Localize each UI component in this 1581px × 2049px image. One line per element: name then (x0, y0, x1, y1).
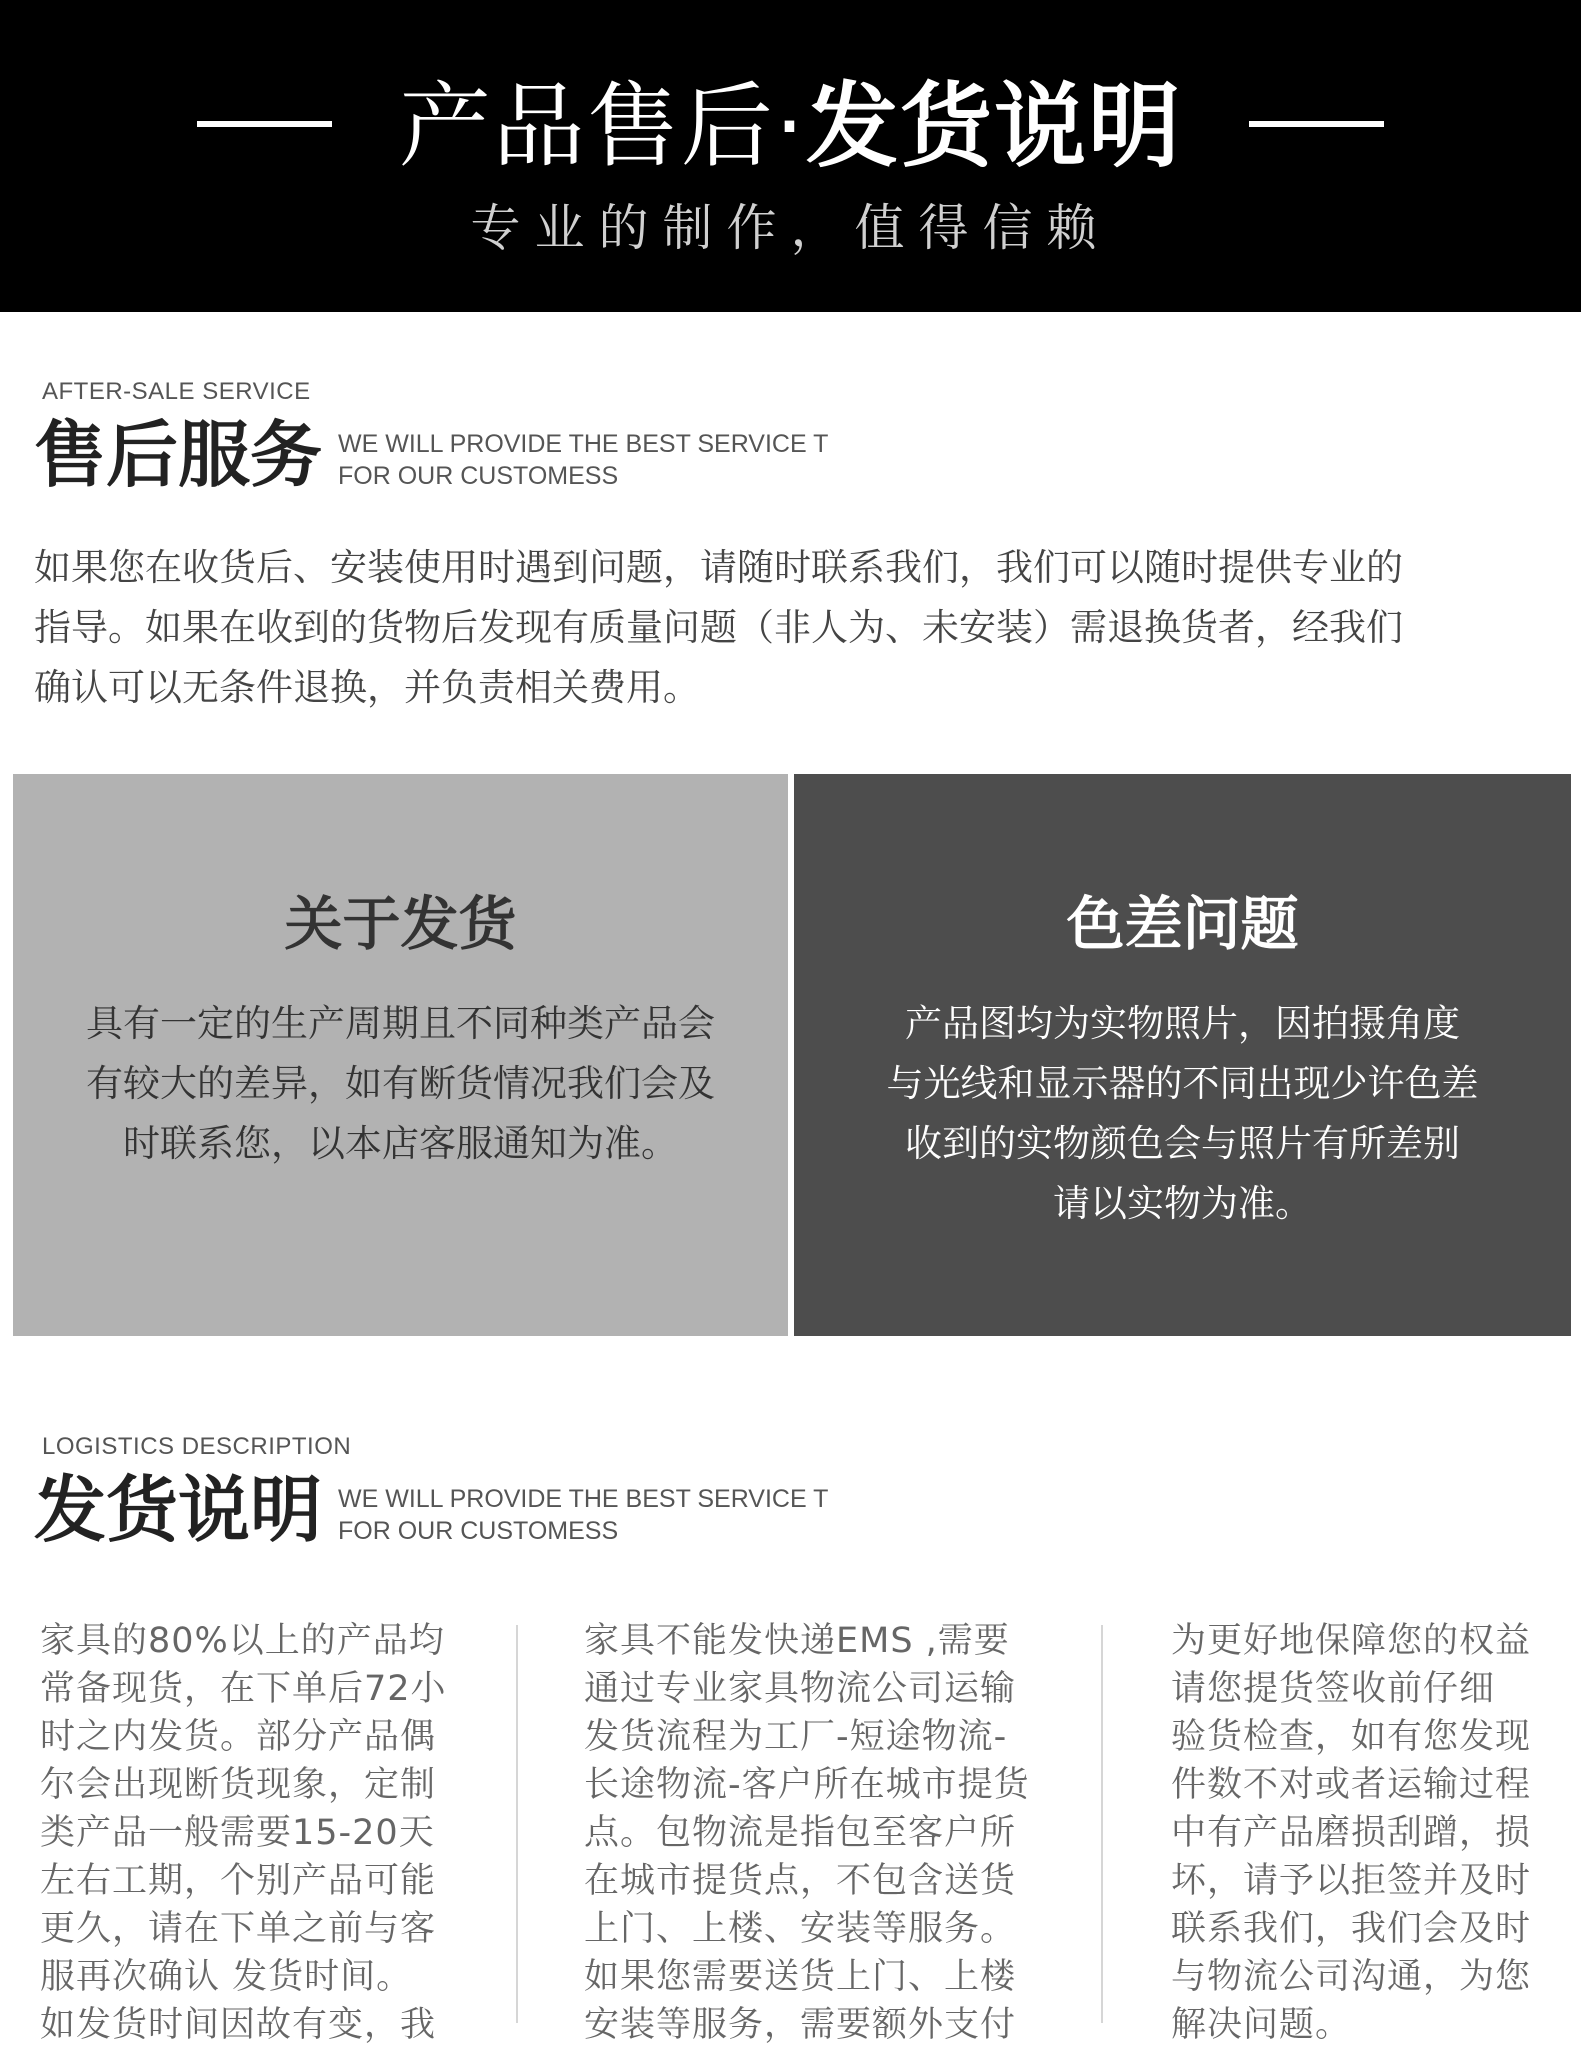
after-sale-paragraph (34, 538, 1554, 718)
column-line: 左右工期，个别产品可能 (40, 1861, 437, 1901)
logistics-column-inspection (1171, 1617, 1551, 2049)
column-line: 验货检查，如有您发现 (1171, 1717, 1532, 1757)
column-line: 与物流公司沟通，为您 (1171, 1957, 1532, 1997)
logistics-tagline-1: WE WILL PROVIDE THE BEST SERVICE T (338, 1485, 829, 1513)
after-sale-tagline-2: FOR OUR CUSTOMESS (338, 462, 619, 490)
box-line: 有较大的差异，如有断货情况我们会及 (86, 1062, 715, 1105)
column-line: 尔会出现断货现象，定制 (40, 1765, 437, 1805)
logistics-column-stock (40, 1617, 470, 2049)
shipping-box-text (43, 994, 758, 1174)
logistics-column-transport (584, 1617, 1044, 2049)
paragraph-line: 确认可以无条件退换，并负责相关费用。 (34, 666, 700, 709)
column-line: 发货流程为工厂-短途物流- (584, 1717, 1008, 1757)
column-line: 如发货时间因故有变，我 (40, 2005, 437, 2045)
banner-title (0, 72, 1581, 182)
column-line: 为更好地保障您的权益 (1171, 1621, 1532, 1661)
column-line: 常备现货，在下单后72小 (40, 1669, 447, 1709)
shipping-info-box (13, 774, 788, 1336)
paragraph-line: 指导。如果在收到的货物后发现有质量问题（非人为、未安装）需退换货者，经我们 (34, 606, 1403, 649)
column-line: 件数不对或者运输过程 (1171, 1765, 1532, 1805)
column-line: 长途物流-客户所在城市提货 (584, 1765, 1030, 1805)
after-sale-tagline-1: WE WILL PROVIDE THE BEST SERVICE T (338, 430, 829, 458)
column-line: 家具不能发快递EMS ,需要 (584, 1621, 1010, 1661)
logistics-en-label: LOGISTICS DESCRIPTION (42, 1433, 352, 1460)
after-sale-en-label: AFTER-SALE SERVICE (42, 378, 311, 405)
shipping-box-title: 关于发货 (284, 890, 517, 958)
column-line: 在城市提货点，不包含送货 (584, 1861, 1017, 1901)
column-divider (1101, 1625, 1103, 2023)
box-line: 具有一定的生产周期且不同种类产品会 (86, 1002, 715, 1045)
box-line: 收到的实物颜色会与照片有所差别 (905, 1122, 1460, 1165)
banner-subtitle: 专业的制作，值得信赖 (470, 199, 1111, 257)
color-box-text (824, 994, 1541, 1234)
column-line: 通过专业家具物流公司运输 (584, 1669, 1017, 1709)
logistics-tagline-2: FOR OUR CUSTOMESS (338, 1517, 619, 1545)
color-difference-box (794, 774, 1571, 1336)
column-line: 如果您需要送货上门、上楼 (584, 1957, 1017, 1997)
box-line: 请以实物为准。 (1053, 1182, 1312, 1225)
column-line: 安装等服务，需要额外支付 (584, 2005, 1017, 2045)
column-line: 上门、上楼、安装等服务。 (584, 1909, 1017, 1949)
column-line: 类产品一般需要15-20天 (40, 1813, 435, 1853)
column-line: 联系我们，我们会及时 (1171, 1909, 1532, 1949)
column-line: 中有产品磨损刮蹭，损 (1171, 1813, 1532, 1853)
banner-title-light: 产品售后· (398, 73, 807, 180)
box-line: 产品图均为实物照片，因拍摄角度 (905, 1002, 1460, 1045)
header-banner (0, 0, 1581, 312)
column-line: 服再次确认 发货时间。 (40, 1957, 413, 1997)
column-line: 家具的80%以上的产品均 (40, 1621, 445, 1661)
column-divider (516, 1625, 518, 2023)
column-line: 请您提货签收前仔细 (1171, 1669, 1496, 1709)
paragraph-line: 如果您在收货后、安装使用时遇到问题，请随时联系我们，我们可以随时提供专业的 (34, 546, 1403, 589)
after-sale-title: 售后服务 (34, 413, 323, 497)
column-line: 更久，请在下单之前与客 (40, 1909, 437, 1949)
banner-title-bold: 发货说明 (806, 73, 1183, 180)
box-line: 时联系您，以本店客服通知为准。 (123, 1122, 678, 1165)
column-line: 坏，请予以拒签并及时 (1171, 1861, 1532, 1901)
color-box-title: 色差问题 (1066, 890, 1299, 958)
logistics-title: 发货说明 (34, 1468, 323, 1552)
box-line: 与光线和显示器的不同出现少许色差 (886, 1062, 1479, 1105)
column-line: 点。包物流是指包至客户所 (584, 1813, 1017, 1853)
column-line: 解决问题。 (1171, 2005, 1352, 2045)
column-line: 时之内发货。部分产品偶 (40, 1717, 437, 1757)
